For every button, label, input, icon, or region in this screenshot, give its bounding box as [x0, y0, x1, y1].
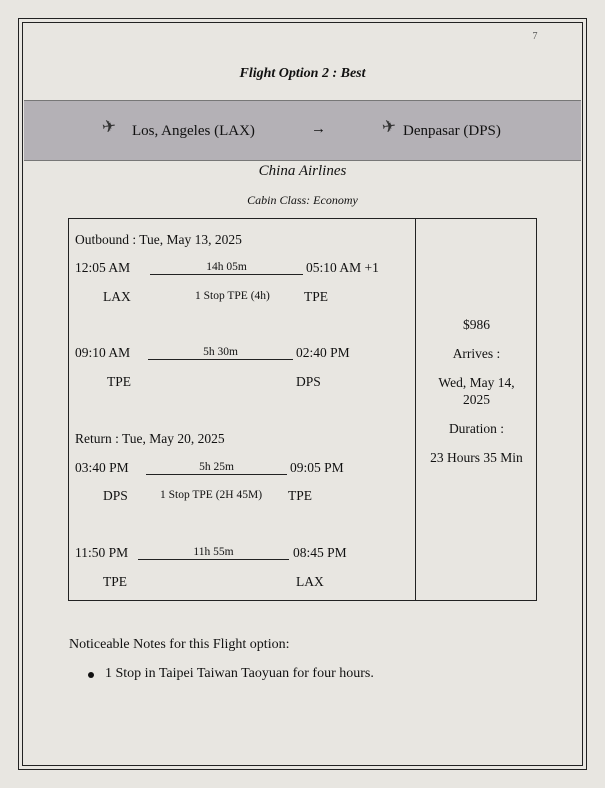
outbound-leg2-arrive: 02:40 PM	[296, 345, 350, 360]
notes-heading: Noticeable Notes for this Flight option:	[69, 637, 290, 652]
origin-city: Los, Angeles (LAX)	[132, 123, 255, 139]
outbound-leg1-from: LAX	[103, 289, 131, 304]
outbound-leg1-stop: 1 Stop TPE (4h)	[195, 290, 270, 302]
return-leg2-from: TPE	[103, 574, 128, 589]
page-number: 7	[532, 31, 538, 42]
return-leg1-duration: 5h 25m	[199, 461, 234, 473]
duration-line	[146, 474, 287, 475]
outbound-leg2-depart: 09:10 AM	[75, 345, 131, 360]
option-title: Flight Option 2 : Best	[239, 66, 366, 81]
duration-line	[150, 274, 303, 275]
route-band	[24, 100, 581, 161]
duration-value: 23 Hours 35 Min	[430, 450, 523, 465]
airline-name: China Airlines	[258, 163, 347, 179]
arrives-label: Arrives :	[452, 346, 501, 361]
return-leg1-depart: 03:40 PM	[75, 460, 129, 475]
duration-label: Duration :	[448, 421, 505, 436]
outbound-leg2-from: TPE	[107, 374, 132, 389]
outbound-header: Outbound : Tue, May 13, 2025	[75, 232, 242, 247]
duration-line	[148, 359, 293, 360]
price: $986	[463, 317, 490, 332]
return-leg1-from: DPS	[103, 488, 128, 503]
destination-city: Denpasar (DPS)	[403, 123, 501, 139]
outbound-leg1-arrive: 05:10 AM +1	[306, 260, 379, 275]
note-text: 1 Stop in Taipei Taiwan Taoyuan for four hours.	[105, 666, 374, 681]
plane-icon: ✈	[380, 116, 398, 137]
notes-list	[88, 666, 374, 682]
arrives-date-line2: 2025	[463, 392, 490, 407]
return-leg2-duration: 11h 55m	[193, 546, 234, 558]
return-leg1-stop: 1 Stop TPE (2H 45M)	[160, 489, 263, 501]
right-arrow-icon: →	[311, 121, 326, 137]
duration-line	[138, 559, 289, 560]
plane-icon: ✈	[100, 116, 118, 137]
itinerary-box	[68, 218, 537, 601]
outbound-leg1-depart: 12:05 AM	[75, 260, 131, 275]
cabin-class: Cabin Class: Economy	[247, 193, 358, 207]
return-leg2-to: LAX	[296, 574, 324, 589]
outbound-leg2-duration: 5h 30m	[203, 346, 238, 358]
bullet-icon	[88, 672, 94, 678]
return-header: Return : Tue, May 20, 2025	[75, 431, 225, 446]
column-divider	[415, 219, 416, 600]
outbound-leg2-to: DPS	[296, 374, 321, 389]
list-item	[88, 666, 374, 682]
return-leg2-arrive: 08:45 PM	[293, 545, 347, 560]
arrives-date-line1: Wed, May 14,	[438, 375, 515, 390]
outbound-leg1-to: TPE	[304, 289, 329, 304]
outbound-leg1-duration: 14h 05m	[206, 261, 247, 273]
return-leg1-to: TPE	[288, 488, 313, 503]
return-leg2-depart: 11:50 PM	[75, 545, 129, 560]
return-leg1-arrive: 09:05 PM	[290, 460, 344, 475]
